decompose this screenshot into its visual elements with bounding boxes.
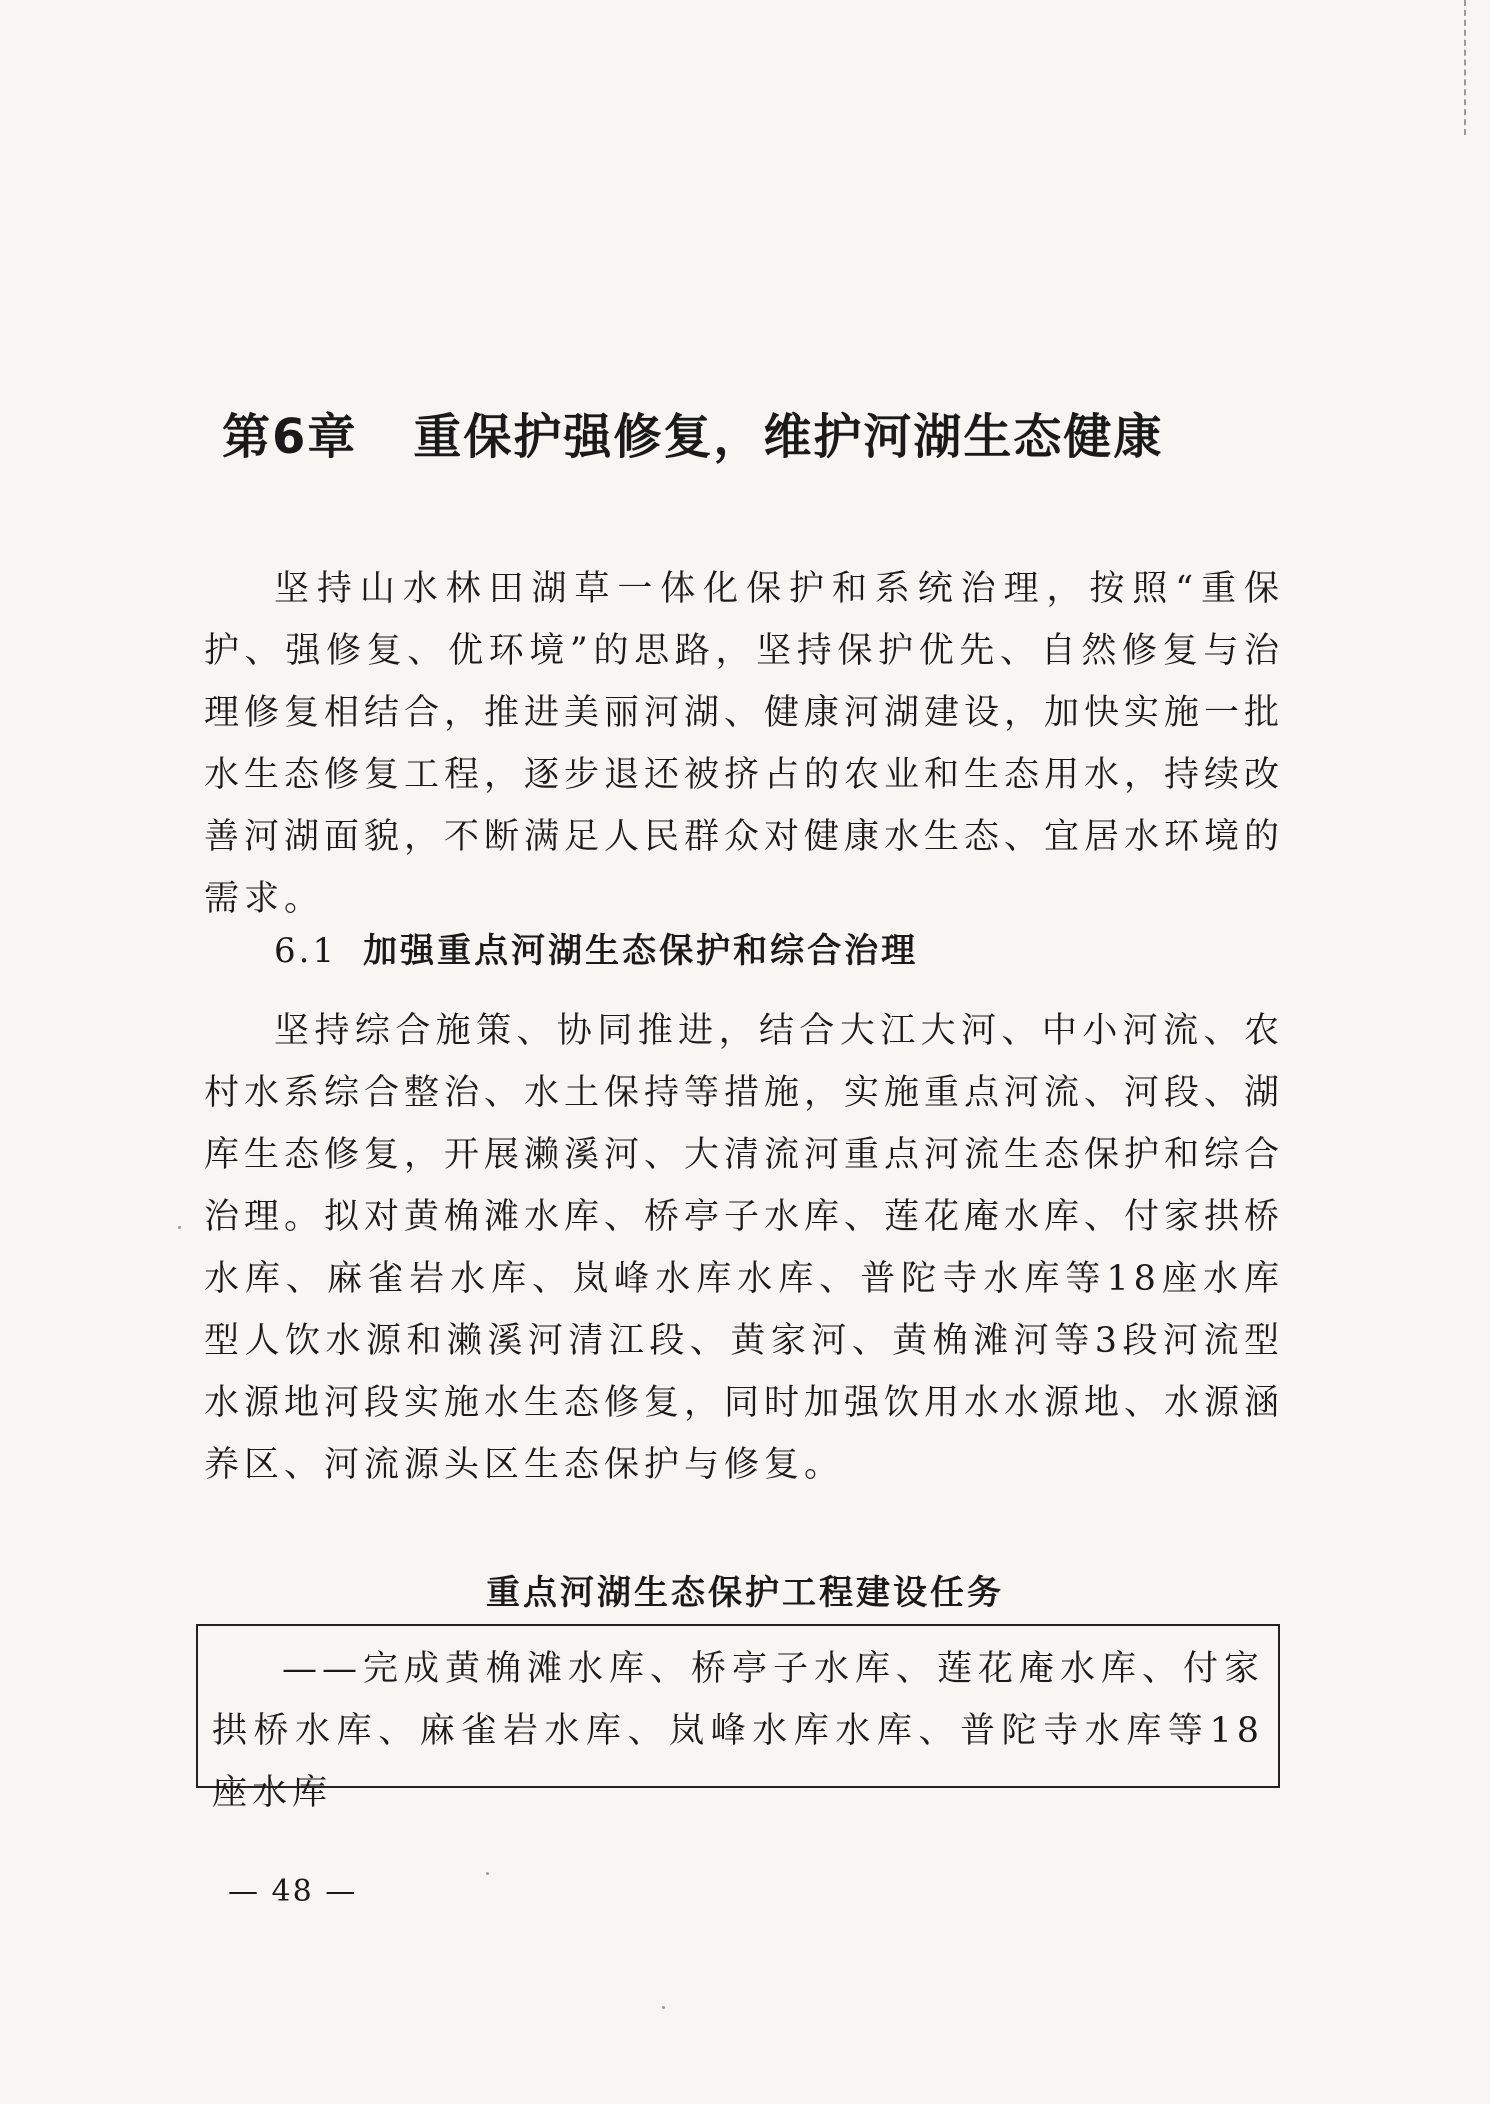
task-box-text: ——完成黄桷滩水库、桥亭子水库、莲花庵水库、付家拱桥水库、麻雀岩水库、岚峰水库水库、普陀寺水库等18座水库 [212, 1649, 1264, 1813]
page-number: — 48 — [228, 1874, 358, 1909]
intro-paragraph: 坚持山水林田湖草一体化保护和系统治理，按照“重保护、强修复、优环境”的思路，坚持保护优先、自然修复与治理修复相结合，推进美丽河湖、健康河湖建设，加快实施一批水生态修复工程，逐步退还被挤占的农业和生态用水，持续改善河湖面貌，不断满足人民群众对健康水生态、宜居水环境的需求。 [204, 569, 1285, 919]
scan-speck [662, 2006, 665, 2009]
section-title: 加强重点河湖生态保护和综合治理 [363, 931, 919, 971]
chapter-number: 第6章 [222, 409, 358, 465]
box-caption: 重点河湖生态保护工程建设任务 [486, 1573, 1004, 1613]
section-paragraph: 坚持综合施策、协同推进，结合大江大河、中小河流、农村水系综合整治、水土保持等措施，实施重点河流、河段、湖库生态修复，开展濑溪河、大清流河重点河流生态保护和综合治理。拟对黄桷滩水库、桥亭子水库、莲花庵水库、付家拱桥水库、麻雀岩水库、岚峰水库水库、普陀寺水库等18座水库型人饮水源和濑溪河清江段、黄家河、黄桷滩河等3段河流型水源地河段实施水生态修复，同时加强饮用水水源地、水源涵养区、河流源头区生态保护与修复。 [204, 1011, 1285, 1485]
scan-speck [486, 1872, 489, 1875]
task-box [196, 1624, 1280, 1813]
chapter-title [222, 402, 1302, 472]
chapter-title-text: 重保护强修复，维护河湖生态健康 [413, 409, 1164, 465]
section-number: 6.1 [274, 931, 338, 971]
scan-speck [178, 1226, 181, 1229]
binding-edge-mark [1462, 0, 1466, 135]
section-heading [274, 920, 918, 982]
